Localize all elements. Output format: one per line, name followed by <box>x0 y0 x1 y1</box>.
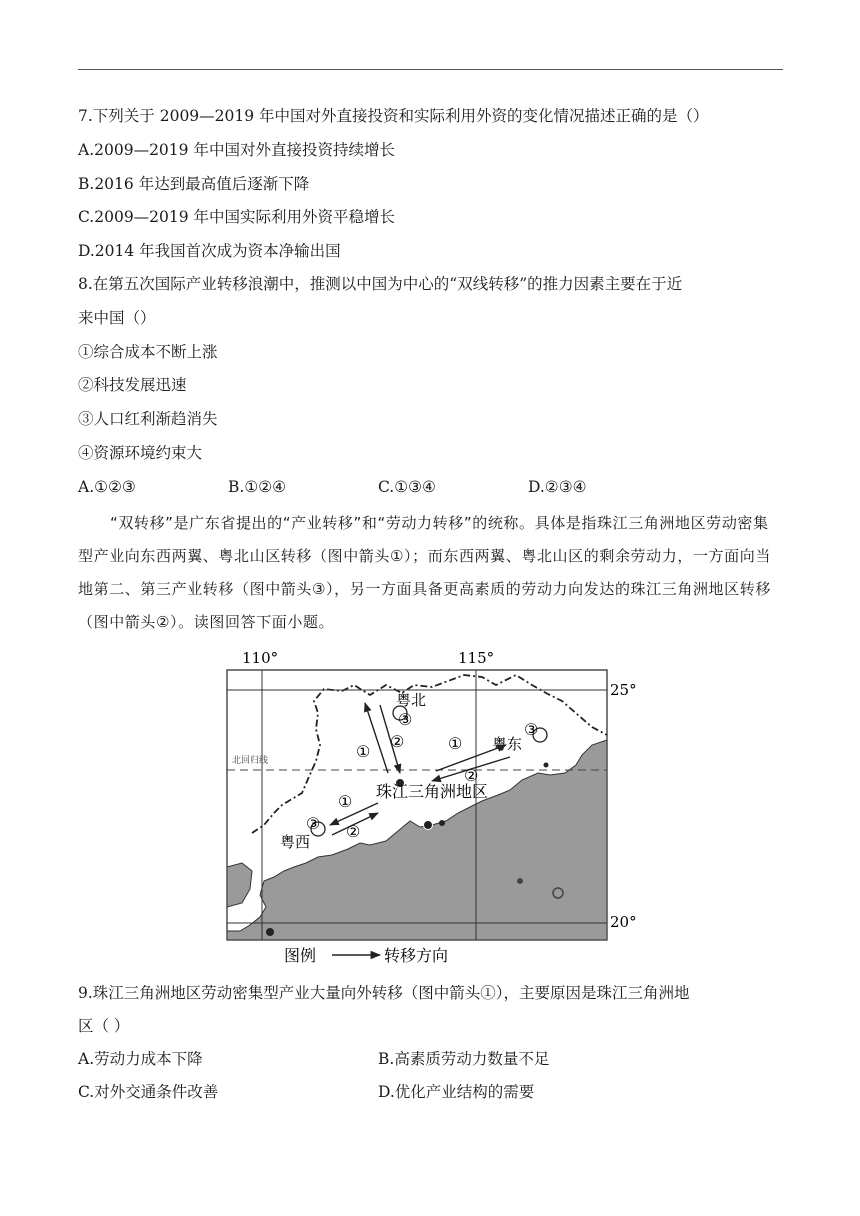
lat-20-label: 20° <box>610 913 637 931</box>
q8-stem-line1: 8.在第五次国际产业转移浪潮中，推测以中国为中心的“双线转移”的推力因素主要在于近 <box>78 275 683 293</box>
q7-option-d: D.2014 年我国首次成为资本净输出国 <box>78 242 341 260</box>
city-dot-shenzhen <box>424 821 433 830</box>
guangdong-transfer-map <box>220 645 640 965</box>
q7-option-c: C.2009—2019 年中国实际利用外资平稳增长 <box>78 208 396 226</box>
q7-option-b: B.2016 年达到最高值后逐渐下降 <box>78 175 310 193</box>
q9-option-d: D.优化产业结构的需要 <box>378 1083 535 1101</box>
legend-title: 图例 <box>284 946 317 965</box>
q8-item-4: ④资源环境约束大 <box>78 444 203 462</box>
header-rule <box>78 69 783 70</box>
num-east-2: ② <box>464 766 479 785</box>
q8-option-b: B.①②④ <box>228 478 287 496</box>
num-east-1: ① <box>448 734 463 753</box>
lon-115-label: 115° <box>458 649 495 667</box>
num-north-1: ① <box>356 742 371 761</box>
q8-stem-line2: 来中国（） <box>78 309 156 327</box>
region-east-label: 粤东 <box>492 735 523 753</box>
q7-option-a: A.2009—2019 年中国对外直接投资持续增长 <box>78 141 395 159</box>
q9-option-a: A.劳动力成本下降 <box>78 1050 203 1068</box>
q9-option-c: C.对外交通条件改善 <box>78 1083 219 1101</box>
q8-item-2: ②科技发展迅速 <box>78 376 187 394</box>
legend-label: 转移方向 <box>384 946 449 965</box>
num-north-2: ② <box>390 732 405 751</box>
city-dot-zhanjiang <box>266 928 274 936</box>
q9-option-b: B.高素质劳动力数量不足 <box>378 1050 550 1068</box>
reading-passage-text: “双转移”是广东省提出的“产业转移”和“劳动力转移”的统称。具体是指珠江三角洲地区劳动密集型产业向东西两翼、粤北山区转移（图中箭头①）；而东西两翼、粤北山区的剩余劳动力，一方面向当地第二、第三产业转移（图中箭头③），另一方面具备更高素质的劳动力向发达的珠江三角洲地区转移（图中箭头②）。读图回答下面小题。 <box>78 514 771 631</box>
island-1 <box>517 878 523 884</box>
lat-25-label: 25° <box>610 681 637 699</box>
lon-110-label: 110° <box>242 649 279 667</box>
q8-option-d: D.②③④ <box>528 478 587 496</box>
num-north-3: ③ <box>398 710 413 729</box>
q8-option-c: C.①③④ <box>378 478 436 496</box>
city-dot-hk <box>439 820 445 826</box>
region-north-label: 粤北 <box>396 691 427 709</box>
num-east-3: ③ <box>524 720 539 739</box>
num-west-3: ③ <box>306 814 321 833</box>
tropic-label: 北回归线 <box>232 756 269 766</box>
region-west-label: 粤西 <box>280 833 311 851</box>
q8-option-a: A.①②③ <box>78 478 136 496</box>
num-west-2: ② <box>346 822 361 841</box>
num-west-1: ① <box>338 792 353 811</box>
reading-passage <box>78 507 783 639</box>
q9-stem-line2: 区（ ） <box>78 1017 130 1035</box>
q8-item-1: ①综合成本不断上涨 <box>78 343 218 361</box>
q8-item-3: ③人口红利渐趋消失 <box>78 410 218 428</box>
city-dot-east <box>544 763 549 768</box>
q9-stem-line1: 9.珠江三角洲地区劳动密集型产业大量向外转移（图中箭头①），主要原因是珠江三角洲地 <box>78 984 690 1002</box>
q7-stem: 7.下列关于 2009—2019 年中国对外直接投资和实际利用外资的变化情况描述正确的是（） <box>78 107 709 125</box>
region-center-label: 珠江三角洲地区 <box>376 782 489 801</box>
